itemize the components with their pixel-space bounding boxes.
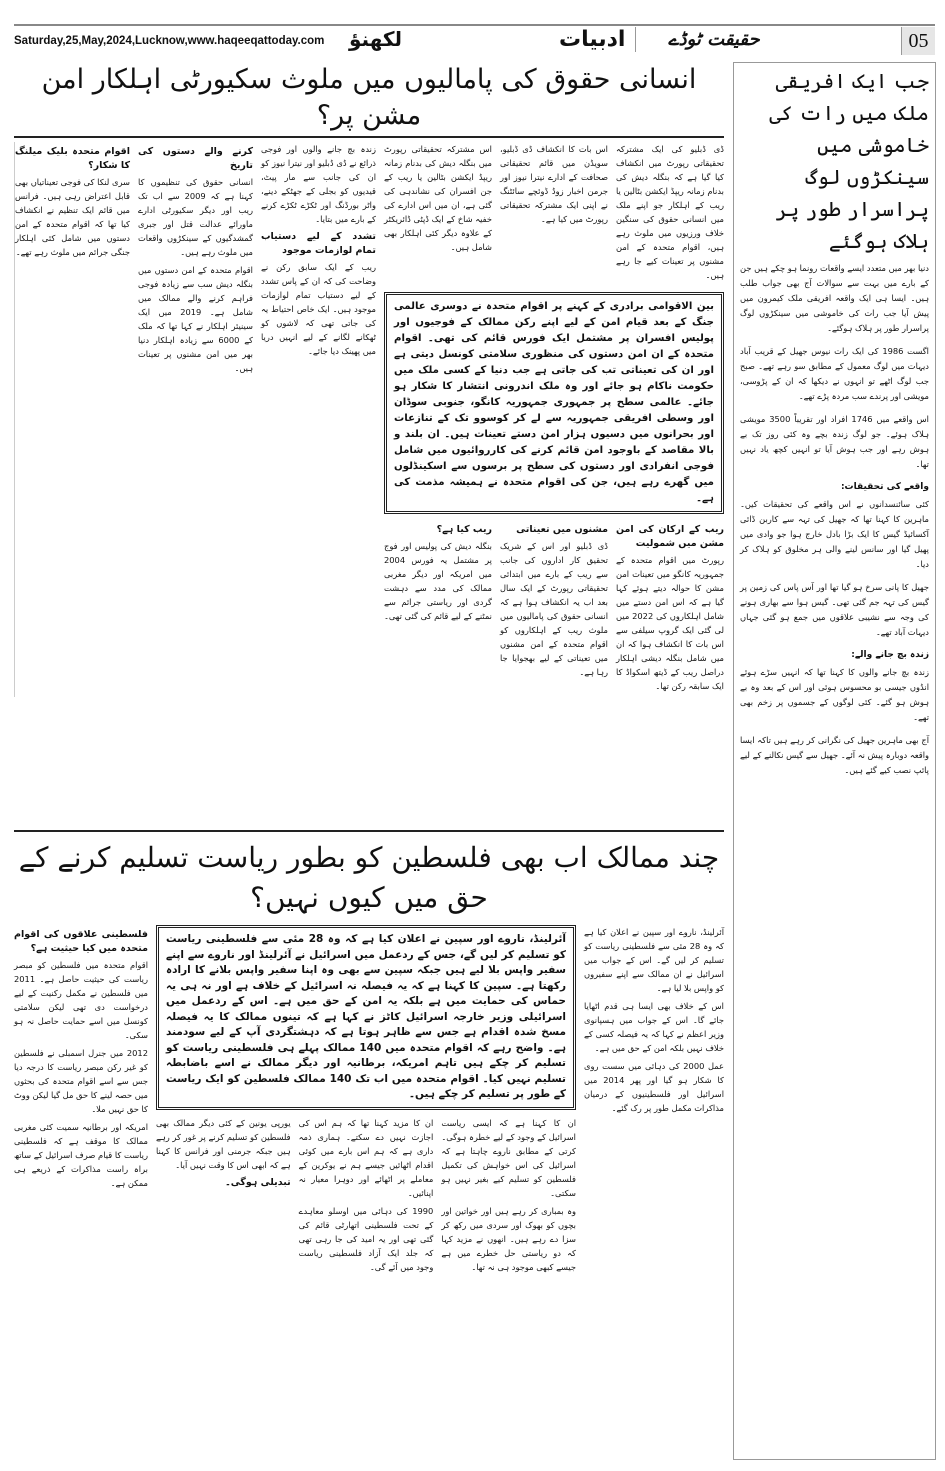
sidebar-headline: جب ایک افریقی ملک میں رات کی خاموشی میں سینکڑوں لوگ پراسرار طور پر ہلاک ہوگئے	[769, 69, 929, 253]
subhead: مشنوں میں تعیناتی	[516, 524, 608, 535]
column	[15, 142, 130, 697]
page-header	[14, 27, 935, 55]
paragraph: آج بھی ماہرین جھیل کی نگرانی کر رہے ہیں تاکہ ایسا واقعہ دوبارہ پیش نہ آئے۔ جھیل سے گیس نکالنے کے لیے پائپ نصب کیے گئے ہیں۔	[740, 735, 929, 775]
paragraph: اس مشترکہ تحقیقاتی رپورٹ میں بنگلہ دیش کی بدنام زمانہ ریپڈ ایکشن بٹالین یا ریب کے جن افسران کی نشاندہی کی گئی ہے، ان میں اس ادارے کی خفیہ شاخ کے ایک ڈپٹی ڈائریکٹر کے علاوہ دیگر کئی اہلکار بھی شامل ہیں۔	[384, 144, 492, 252]
story2-middle-columns	[156, 1116, 576, 1278]
column	[384, 142, 492, 286]
headline-rule	[14, 136, 724, 138]
column	[299, 1116, 434, 1278]
paragraph: اقوام متحدہ میں فلسطین کو مبصر ریاست کی حیثیت حاصل ہے۔ 2011 میں فلسطین نے مکمل رکنیت کے لیے درخواست دی تھی لیکن سلامتی کونسل میں اسے حمایت حاصل نہ ہو سکی۔	[14, 960, 148, 1040]
subhead: فلسطینی علاقوں کی اقوام متحدہ میں کیا حیثیت ہے؟	[14, 929, 148, 954]
column	[500, 520, 608, 697]
paragraph: اس بات کا انکشاف ڈی ڈبلیو، سویڈن میں قائم تحقیقاتی صحافت کے ادارے نیترا نیوز اور جرمن اخبار زوڈ ڈوئچے سائٹنگ نے اپنی ایک مشترکہ تحقیقاتی رپورٹ میں کیا ہے۔	[500, 144, 608, 224]
paragraph: 1990 کی دہائی میں اوسلو معاہدے کے تحت فلسطینی اتھارٹی قائم کی گئی تھی اور یہ امید کی جا رہی تھی کہ جلد ایک آزاد فلسطینی ریاست وجود میں آئے گی۔	[298, 1205, 434, 1272]
paragraph: یورپی یونین کے کئی دیگر ممالک بھی فلسطین کو تسلیم کرنے پر غور کر رہے ہیں جبکہ جرمنی اور فرانس کا کہنا ہے کہ ابھی اس کا وقت نہیں آیا۔	[155, 1117, 291, 1170]
paragraph: دنیا بھر میں متعدد ایسے واقعات رونما ہو چکے ہیں جن کے بارے میں بہت سے سوالات آج بھی جواب طلب ہیں۔ ایسا ہی ایک واقعہ افریقی ملک کیمرون میں پیش آیا جب رات کی خاموشی میں سینکڑوں لوگ پراسرار طور پر ہلاک ہوگئے۔	[740, 263, 929, 333]
story1-bottom-columns	[384, 520, 724, 697]
paragraph: ریب کے ایک سابق رکن نے وضاحت کی کہ ان کے پاس تشدد کے لیے دستیاب تمام لوازمات موجود ہیں۔ ایک خاص احتیاط یہ کی جاتی تھی کہ لاشوں کو ٹھکانے لگانے کے لیے انہیں دریا میں پھینک دیا جائے۔	[261, 262, 376, 356]
subhead: تشدد کے لیے دستیاب تمام لوازمات موجود	[261, 231, 376, 256]
paragraph: 2012 میں جنرل اسمبلی نے فلسطین کو غیر رکن مبصر ریاست کا درجہ دیا جس سے اسے اقوام متحدہ کی بحثوں میں حصہ لینے کا حق مل گیا لیکن ووٹ کا حق نہیں ملا۔	[14, 1048, 148, 1114]
paragraph: عمل 2000 کی دہائی میں سست روی کا شکار ہو گیا اور پھر 2014 میں اسرائیل اور فلسطینیوں کے درمیان مذاکرات مکمل طور پر رک گئے۔	[584, 1061, 725, 1113]
paragraph: وہ بمباری کر رہے ہیں اور خواتین اور بچوں کو بھوک اور سردی میں رکھ کر سزا دے رہے ہیں۔ انھوں نے مزید کہا کہ دو ریاستی حل خطرے میں ہے جیسے کبھی موجود ہی نہ تھا۔	[441, 1205, 576, 1272]
paragraph: آئرلینڈ، ناروے اور سپین نے اعلان کیا ہے کہ وہ 28 مئی سے فلسطینی ریاست کو تسلیم کر لیں گے۔ اس کے جواب میں اسرائیل نے ان ممالک سے اپنے سفیروں کو واپس بلا لیا ہے۔	[584, 927, 724, 993]
story1-headline: انسانی حقوق کی پامالیوں میں ملوث سکیورٹی اہلکار امن مشن پر؟	[41, 64, 697, 131]
subhead: اقوام متحدہ بلیک میلنگ کا شکار؟	[15, 146, 130, 171]
story1-body	[14, 142, 724, 697]
page-number: 05	[901, 27, 935, 55]
city-name: لکھنؤ	[349, 27, 403, 51]
story1-left-block	[14, 142, 376, 697]
paragraph: کئی سائنسدانوں نے اس واقعے کی تحقیقات کیں۔ ماہرین کا کہنا تھا کہ جھیل کی تہہ سے کاربن ڈائی آکسائیڈ گیس کا ایک بڑا بادل خارج ہوا جو وادی میں پھیل گیا اور سانس لینے والی ہر مخلوق کو ہلاک کر دیا۔	[740, 499, 929, 569]
paragraph: بنگلہ دیش کی پولیس اور فوج پر مشتمل یہ فورس 2004 میں امریکہ اور دیگر مغربی ممالک کی مدد سے دہشت گردی اور ریاستی جرائم سے نمٹنے کے لیے قائم کی گئی تھی۔	[384, 541, 492, 621]
story1-top-columns	[384, 142, 724, 286]
story-divider	[14, 830, 724, 832]
column	[500, 142, 608, 286]
paragraph: ان کا مزید کہنا تھا کہ ہم اس کی اجازت نہیں دے سکتے۔ ہماری ذمہ داری ہے کہ ہم اس بارے میں کوئی اقدام اٹھائیں جیسے ہم نے یوکرین کے معاملے پر اٹھائے اور دوہرا معیار نہ اپنائیں۔	[298, 1117, 434, 1198]
column	[261, 142, 376, 697]
subhead: ریب کے ارکان کی امن مشن میں شمولیت	[616, 524, 724, 549]
paragraph: جھیل کا پانی سرخ ہو گیا تھا اور آس پاس کی زمین پر گیس کی تہہ جم گئی تھی۔ گیس ہوا سے بھاری ہونے کی وجہ سے نشیبی علاقوں میں جمع ہو گئی جہاں دیہات آباد تھے۔	[740, 582, 929, 637]
newspaper-name: حقیقت ٹوڈے	[668, 29, 760, 50]
sidebar-body	[734, 259, 935, 788]
paragraph: رپورٹ میں اقوام متحدہ کے جمہوریہ کانگو میں تعینات امن مشن کا حوالہ دیتے ہوئے کہا گیا ہے کہ اس امن دستے میں شامل اہلکاروں کی 2022 میں لی گئی ایک گروپ سیلفی سے اس بات کا انکشاف ہوا کہ ان میں شامل بنگلہ دیشی اہلکار دراصل ریب کے ڈیتھ اسکواڈ کا ایک سابقہ رکن تھا۔	[616, 555, 724, 691]
column	[156, 1116, 291, 1278]
subhead: ریب کیا ہے؟	[436, 524, 492, 535]
paragraph: ڈی ڈبلیو اور اس کے شریک تحقیق کار اداروں کی جانب سے ریب کے بارے میں ابتدائی تحقیقاتی رپورٹ کے ایک سال بعد اب یہ انکشاف ہوا ہے کہ انسانی حقوق کی پامالیوں میں ملوث ریب کے اہلکاروں کو اقوام متحدہ کے امن مشنوں میں تعیناتی کے لیے بھجوایا جا رہا ہے۔	[500, 541, 608, 677]
dateline: Saturday,25,May,2024,Lucknow,www.haqeeqattoday.com	[14, 35, 325, 47]
paragraph: اقوام متحدہ کے امن دستوں میں بنگلہ دیش سب سے زیادہ فوجی فراہم کرنے والے ممالک میں شامل ہے۔ 2019 میں ایک سینیئر اہلکار نے کہا تھا کہ ملک کے 6000 سے زیادہ اہلکار دنیا بھر میں امن مشنوں پر تعینات ہیں۔	[138, 265, 254, 373]
subhead: زندہ بچ جانے والے:	[851, 650, 929, 660]
paragraph: اس کے خلاف بھی ایسا ہی قدم اٹھایا جائے گا۔ اس کے جواب میں ہسپانوی وزیر اعظم نے کہا کہ یہ فیصلہ کسی کے خلاف نہیں بلکہ امن کے حق میں ہے۔	[584, 1001, 724, 1053]
story1-right-block	[384, 142, 724, 697]
paragraph: انسانی حقوق کی تنظیموں کا کہنا ہے کہ 2009 سے اب تک ریب اور دیگر سکیورٹی ادارے ماورائے عدالت قتل اور جبری گمشدگیوں کے سینکڑوں واقعات میں ملوث رہے ہیں۔	[138, 177, 253, 257]
column	[584, 925, 724, 1278]
column	[384, 520, 492, 697]
paragraph: امریکہ اور برطانیہ سمیت کئی مغربی ممالک کا موقف ہے کہ فلسطینی ریاست کا قیام صرف اسرائیل کے ساتھ براہ راست مذاکرات کے ذریعے ہی ممکن ہے۔	[14, 1122, 148, 1188]
story2-middle-block	[156, 925, 576, 1278]
header-rule	[14, 24, 935, 26]
section-title: ادبیات	[559, 27, 636, 52]
paragraph: ان کا کہنا ہے کہ ایسی ریاست اسرائیل کے وجود کے لیے خطرہ ہوگی۔ کرتی کے مطابق ناروے چاہتا ہے کہ اسرائیل کی اس خواہش کی تکمیل فلسطین کو تسلیم کیے بغیر نہیں ہو سکتی۔	[441, 1117, 576, 1198]
story1-callout-box: بین الاقوامی برادری کے کہنے پر اقوام متحدہ نے دوسری عالمی جنگ کے بعد قیام امن کے لیے اپنے رکن ممالک کے فوجیوں اور پولیس افسران پر مشتمل ایک فورس قائم کی تھی۔ اقوام متحدہ کے ان امن دستوں کی منظوری سلامتی کونسل دیتی ہے اور ان کی تعیناتی تب کی جاتی ہے جب دنیا کے کسی ملک میں حکومت ناکام ہو جائے اور وہ ملک اندرونی انتشار کا شکار ہو جائے۔ عالمی سطح پر جمہوری جمہوریہ کانگو، جنوبی سوڈان اور وسطی افریقی جمہوریہ سے لے کر کوسوو تک کے تنازعات اور بحرانوں میں دسیوں ہزار امن دستے تعینات ہیں۔ ان بلند و بالا مقاصد کے باوجود امن قائم کرنے کی کارروائیوں میں شامل فوجی انفرادی اور دستوں کی سطح پر برسوں سے اسکینڈلوں میں گھرے رہے ہیں، جن کی اقوام متحدہ نے ہمیشہ مذمت کی ہے۔	[384, 292, 724, 514]
story2-headline: چند ممالک اب بھی فلسطین کو بطور ریاست تسلیم کرنے کے حق میں کیوں نہیں؟	[18, 841, 720, 914]
paragraph: ڈی ڈبلیو کی ایک مشترکہ تحقیقاتی رپورٹ میں انکشاف کیا گیا ہے کہ بنگلہ دیش کی بدنام زمانہ ریپڈ ایکشن بٹالین یا ریب کے اہلکار جو اپنے ملک میں انسانی حقوق کی سنگین خلاف ورزیوں میں ملوث رہے ہیں، اقوام متحدہ کے امن مشنوں پر تعینات کیے جا رہے ہیں۔	[616, 144, 724, 280]
column	[441, 1116, 576, 1278]
story2-callout-box: آئرلینڈ، ناروے اور سپین نے اعلان کیا ہے کہ وہ 28 مئی سے فلسطینی ریاست کو تسلیم کر لیں گے، جس کے ردعمل میں اسرائیل نے آئرلینڈ اور ناروے سے اپنے سفیر واپس بلا لیے ہیں جبکہ سپین سے بھی وہ اپنا سفیر واپس بلانے کا ارادہ رکھتا ہے۔ سپین کا کہنا ہے کہ یہ فیصلہ نہ اسرائیل کے خلاف ہے اور نہ ہی یہ حماس کی حمایت میں ہے بلکہ یہ امن کے حق میں ہے۔ اس کے ردعمل میں اسرائیلی وزیر خارجہ اسرائیل کاٹز نے کہا ہے کہ تینوں ممالک کا یہ فیصلہ مسخ شدہ اقدام ہے جس سے ظاہر ہوتا ہے کہ دہشتگردی آپ کے لیے سودمند ہے۔ واضح رہے کہ اقوام متحدہ میں 140 ممالک پہلے ہی فلسطینی ریاست کو تسلیم کر چکے ہیں تاہم امریکہ، برطانیہ اور دیگر ممالک نے اسے باضابطہ تسلیم نہیں کیا۔ اقوام متحدہ میں اب تک 140 ممالک فلسطین کو ایک ریاست کے طور پر تسلیم کر چکے ہیں۔	[156, 925, 576, 1110]
sidebar-story	[733, 62, 936, 1460]
column	[138, 142, 253, 697]
paragraph: اگست 1986 کی ایک رات نیوس جھیل کے قریب آباد دیہات میں لوگ معمول کے مطابق سو رہے تھے۔ صبح جب لوگ اٹھے تو انہوں نے دیکھا کہ ان کے پڑوسی، مویشی اور پرندے سب مردہ پڑے تھے۔	[740, 346, 929, 401]
paragraph: سری لنکا کی فوجی تعیناتیاں بھی قابل اعتراض رہی ہیں۔ فرانس میں قائم ایک تنظیم نے انکشاف کیا تھا کہ اقوام متحدہ کے امن دستوں میں شامل کئی اہلکار جنگی جرائم میں ملوث رہے تھے۔	[15, 177, 130, 257]
paragraph: اس واقعے میں 1746 افراد اور تقریباً 3500 مویشی ہلاک ہوئے۔ جو لوگ زندہ بچے وہ کئی روز تک بے ہوش رہے اور جب ہوش آیا تو انہیں کچھ یاد نہیں تھا۔	[740, 414, 929, 469]
paragraph: زندہ بچ جانے والوں اور فوجی ذرائع نے ڈی ڈبلیو اور نیترا نیوز کو ان کی جانب سے مار پیٹ، قیدیوں کو بجلی کے جھٹکے دینے، واٹر بورڈنگ اور ٹکڑے ٹکڑے کرنے کے بارے میں بتایا۔	[261, 144, 376, 224]
subhead: کرنے والے دستوں کی تاریخ	[138, 146, 253, 171]
column	[616, 520, 724, 697]
column	[616, 142, 724, 286]
paragraph: زندہ بچ جانے والوں کا کہنا تھا کہ انہیں سڑے ہوئے انڈوں جیسی بو محسوس ہوئی اور اس کے بعد وہ بے ہوش ہو گئے۔ کئی لوگوں کے جسموں پر زخم بھی تھے۔	[740, 667, 929, 722]
subhead: واقعے کی تحقیقات:	[840, 482, 929, 492]
subhead: تبدیلی ہوگی۔	[225, 1176, 291, 1188]
story2-body	[14, 925, 724, 1278]
column	[14, 925, 148, 1278]
